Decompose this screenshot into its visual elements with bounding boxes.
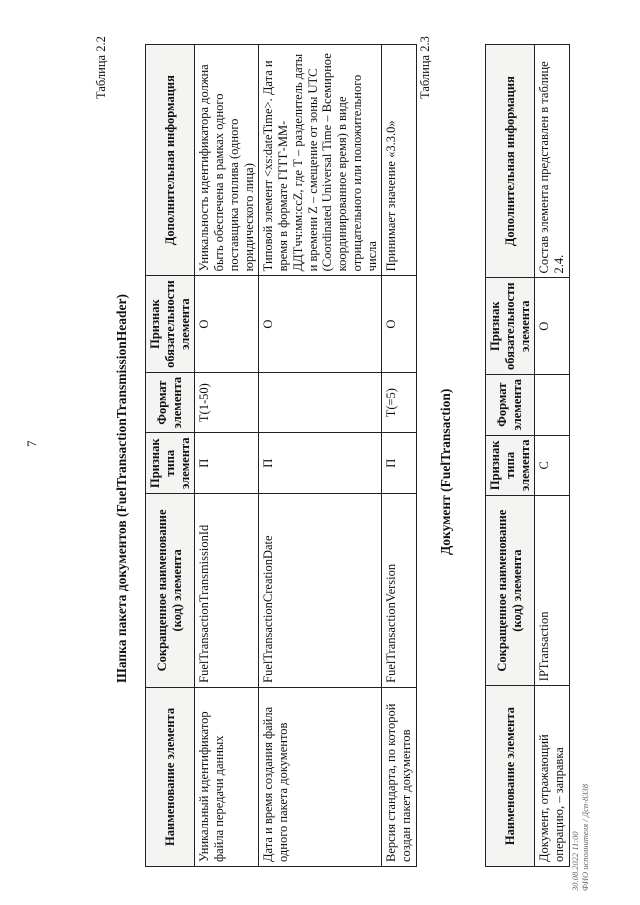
cell-element-format [259, 372, 382, 433]
header-element-name: Наименование элемента [486, 686, 535, 867]
table-2-2 [145, 44, 417, 867]
cell-element-code: IPTransaction [535, 496, 570, 686]
cell-element-name: Уникальный идентификатор файла передачи данных [195, 687, 259, 866]
cell-element-required: О [195, 276, 259, 373]
cell-additional-info: Принимает значение «3.3.0» [382, 45, 417, 276]
cell-element-code: FuelTransactionVersion [382, 493, 417, 687]
cell-element-code: FuelTransactionTransmissionId [195, 493, 259, 687]
cell-element-required: О [259, 276, 382, 373]
cell-element-name: Дата и время создания файла одного пакета документов [259, 687, 382, 866]
table-row [535, 45, 570, 867]
table-2-3-title: Документ (FuelTransaction) [438, 388, 453, 555]
cell-additional-info: Состав элемента представлен в таблице 2.4. [535, 45, 570, 278]
header-element-required: Признак обязательности элемента [146, 276, 195, 373]
cell-element-type: П [195, 433, 259, 494]
cell-element-name: Документ, отражающий операцию, – заправка [535, 686, 570, 867]
cell-additional-info: Типовой элемент <xs:dateTime>. Дата и время в формате ГГГГ-ММ-ДДТчч:мм:ссZ, где Т – разделитель даты и времени Z – смещение от зоны UTC (Coordinated Universal Time – Всемирное координированное время) в виде отрицательного или положительного числа [259, 45, 382, 276]
cell-element-code: FuelTransactionCreationDate [259, 493, 382, 687]
table-2-3 [485, 44, 570, 867]
header-element-type: Признак типа элемента [486, 435, 535, 496]
cell-element-format: Т(1-50) [195, 372, 259, 433]
cell-element-required: О [535, 278, 570, 375]
header-element-format: Формат элемента [146, 372, 195, 433]
footnote-line-2: ФИО исполнителя / Дсп-8338 [580, 784, 591, 891]
cell-additional-info: Уникальность идентификатора должна быть обеспечена в рамках одного поставщика топлива (одного юридического лица) [195, 45, 259, 276]
table-row [195, 45, 259, 867]
table-2-3-caption: Таблица 2.3 [418, 36, 432, 99]
header-additional-info: Дополнительная информация [146, 45, 195, 276]
footnote [570, 784, 590, 891]
cell-element-required: О [382, 276, 417, 373]
footnote-line-1: 30.08.2022 11:00 [570, 831, 580, 891]
cell-element-type: П [382, 433, 417, 494]
header-element-required: Признак обязательности элемента [486, 278, 535, 375]
table-row [259, 45, 382, 867]
table-2-2-title: Шапка пакета документов (FuelTransactionTransmissionHeader) [114, 294, 129, 683]
page-number: 7 [24, 440, 39, 447]
cell-element-format [535, 374, 570, 435]
header-element-type: Признак типа элемента [146, 433, 195, 494]
header-element-code: Сокращенное наименование (код) элемента [146, 493, 195, 687]
header-element-name: Наименование элемента [146, 687, 195, 866]
cell-element-type: П [259, 433, 382, 494]
cell-element-type: С [535, 435, 570, 496]
header-element-code: Сокращенное наименование (код) элемента [486, 496, 535, 686]
table-row [382, 45, 417, 867]
table-2-2-caption: Таблица 2.2 [94, 36, 108, 99]
cell-element-name: Версия стандарта, по которой создан пакет документов [382, 687, 417, 866]
header-element-format: Формат элемента [486, 374, 535, 435]
cell-element-format: Т(=5) [382, 372, 417, 433]
table-header-row [146, 45, 195, 867]
header-additional-info: Дополнительная информация [486, 45, 535, 278]
table-header-row [486, 45, 535, 867]
